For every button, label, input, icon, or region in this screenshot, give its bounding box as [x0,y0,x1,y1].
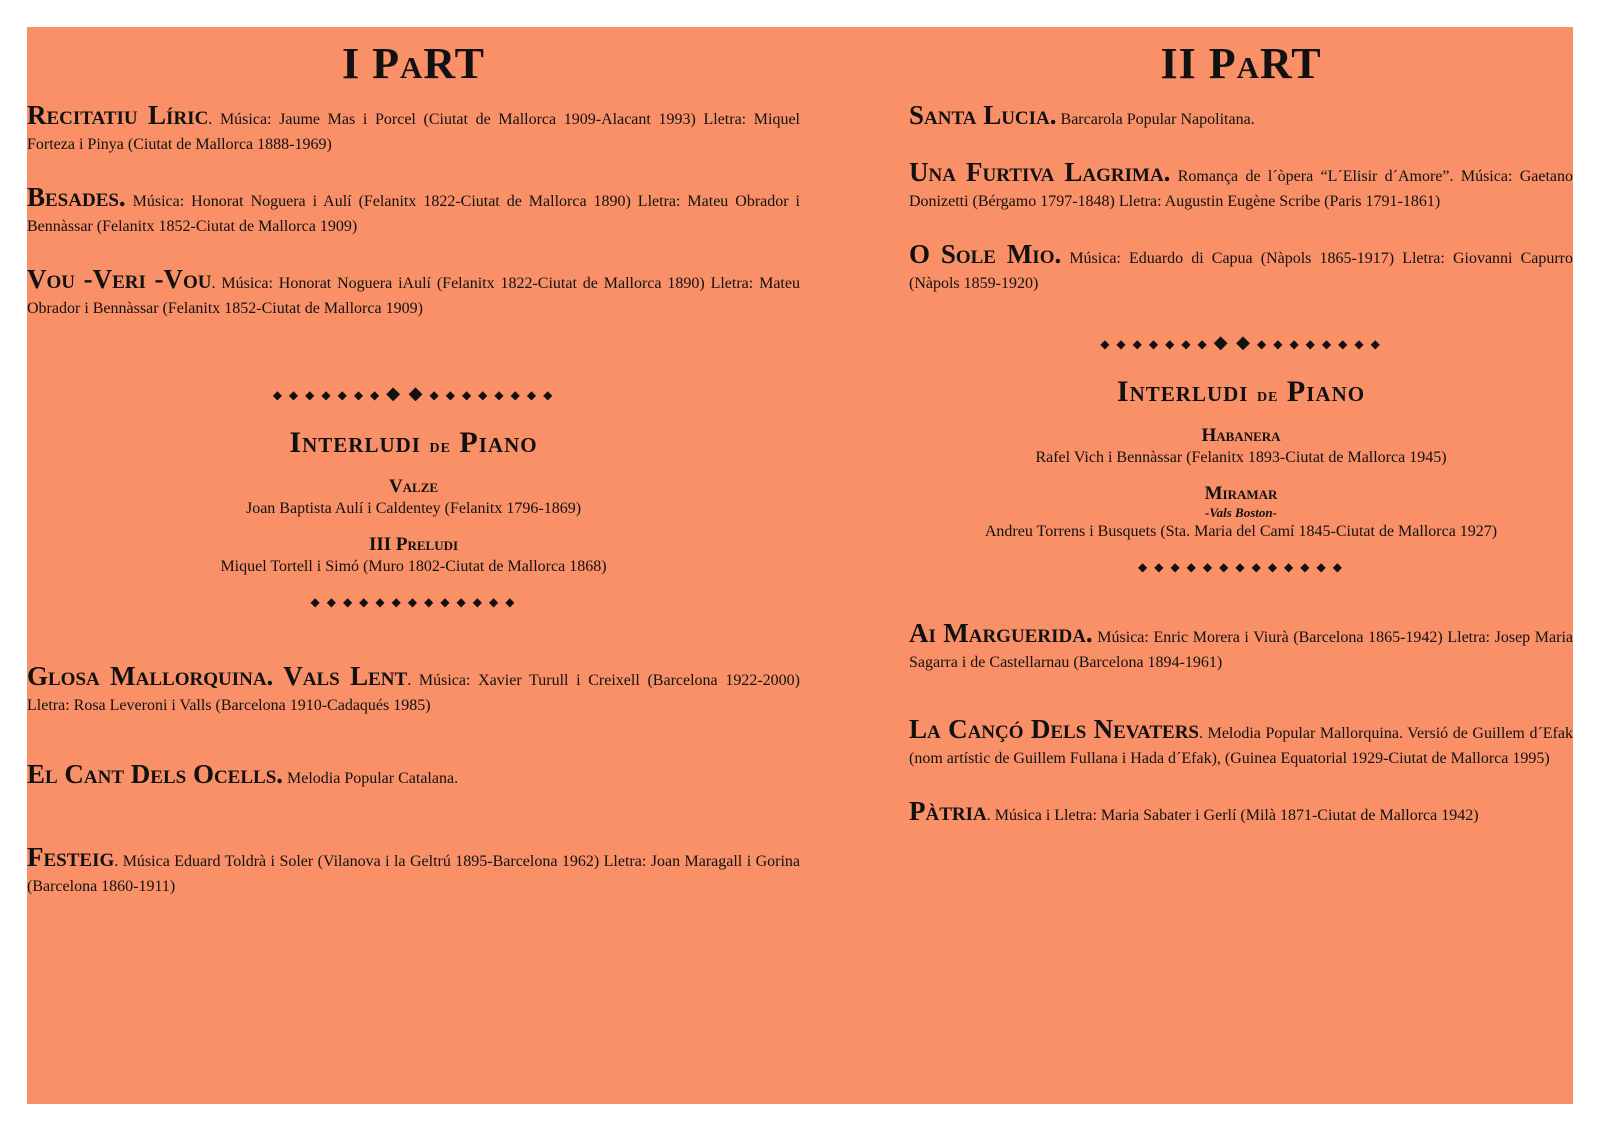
interlude-item-subtitle: -Vals Boston- [1205,505,1277,520]
interlude-2-title [909,372,1573,415]
interlude-item-author: Andreu Torrens i Busquets (Sta. Maria del Camí 1845-Ciutat de Mallorca 1927) [984,523,1498,540]
interlude-item-name: Habanera [1201,425,1281,446]
piece-title: Vou -Veri -Vou [27,264,212,294]
piece-credits: Barcarola Popular Napolitana. [1056,111,1255,128]
piece-title: Una Furtiva Lagrima. [909,157,1171,187]
interlude-title-word: Piano [1286,375,1366,408]
piece-title: Pàtria [909,796,987,826]
piece-credits: Música: Enric Morera i Viurà (Barcelona 1865-1942) Lletra: Josep Maria Sagarra i de Castellarnau (Barcelona 1894-1961) [909,629,1573,671]
interlude-item-habanera [909,425,1573,469]
piece-santa-lucia [909,100,1573,132]
piece-festeig [27,842,800,899]
part-2-title: II PaRT [1160,39,1322,88]
ornament-divider-icon: ◆ ◆ ◆ ◆ ◆ ◆ ◆ ◆ ◆ ◆ ◆ ◆ ◆ ◆ ◆ ◆ ◆ [272,383,555,403]
piece-title: O Sole Mio. [909,239,1062,269]
interlude-item-miramar [909,483,1573,543]
piece-el-cant-dels-ocells [27,759,800,791]
interlude-1-title [27,423,800,466]
piece-title: Santa Lucia. [909,100,1057,130]
interlude-title-word: de [1256,384,1279,406]
interlude-item-valze [27,476,800,520]
piece-credits: Melodia Popular Catalana. [283,770,459,787]
interlude-item-name: III Preludi [368,534,459,555]
piece-la-canco-dels-nevaters [909,714,1573,771]
program-sheet [27,27,1573,1104]
ornament-divider-icon: ◆ ◆ ◆ ◆ ◆ ◆ ◆ ◆ ◆ ◆ ◆ ◆ ◆ [1138,560,1344,574]
interlude-title-word: de [429,435,451,457]
piece-title: Recitatiu Líric [27,100,209,130]
interlude-item-name: Valze [388,476,439,497]
ornament-divider-icon: ◆ ◆ ◆ ◆ ◆ ◆ ◆ ◆ ◆ ◆ ◆ ◆ ◆ [310,595,517,609]
piece-title: Festeig [27,842,115,872]
piece-glosa-mallorquina [27,661,800,718]
part-2-column [909,27,1573,856]
ornament-divider-icon: ◆ ◆ ◆ ◆ ◆ ◆ ◆ ◆ ◆ ◆ ◆ ◆ ◆ ◆ ◆ ◆ ◆ [1100,332,1382,352]
piece-title: Ai Marguerida. [909,618,1093,648]
piece-credits: Romança de l´òpera “L´Elisir d´Amore”. Música: Gaetano Donizetti (Bérgamo 1797-1848) Lletra: Augustin Eugène Scribe (Paris 1791-1861) [909,168,1574,210]
piece-credits: Música: Eduardo di Capua (Nàpols 1865-1917) Lletra: Giovanni Capurro (Nàpols 1859-1920) [909,250,1574,292]
interlude-item-author: Miquel Tortell i Simó (Muro 1802-Ciutat de Mallorca 1868) [220,558,607,575]
interlude-item-iii-preludi [27,534,800,578]
piece-credits: . Música: Honorat Noguera iAulí (Felanitx 1822-Ciutat de Mallorca 1890) Lletra: Mateu Obrador i Bennàssar (Felanitx 1852-Ciutat de Mallorca 1909) [27,275,800,317]
piece-credits: . Música: Xavier Turull i Creixell (Barcelona 1922-2000) Lletra: Rosa Leveroni i Valls (Barcelona 1910-Cadaqués 1985) [27,672,800,714]
interlude-item-author: Rafel Vich i Bennàssar (Felanitx 1893-Ciutat de Mallorca 1945) [1035,449,1447,466]
interlude-item-name: Miramar [1204,483,1278,504]
piece-credits: Música: Honorat Noguera i Aulí (Felanitx 1822-Ciutat de Mallorca 1890) Lletra: Mateu Obrador i Bennàssar (Felanitx 1852-Ciutat de Mallorca 1909) [27,193,800,235]
piece-ai-marguerida [909,618,1573,675]
piece-credits: . Música i Lletra: Maria Sabater i Gerlí (Milà 1871-Ciutat de Mallorca 1942) [986,807,1479,824]
interlude-title-word: Piano [459,426,538,459]
piece-title: El Cant Dels Ocells. [27,759,284,789]
piece-title: Besades. [27,182,126,212]
interlude-title-word: Interludi [289,426,421,459]
part-1-title: I PaRT [342,39,485,88]
piece-credits: . Melodia Popular Mallorquina. Versió de Guillem d´Efak (nom artístic de Guillem Fullana i Hada d´Efak), (Guinea Equatorial 1929-Ciutat de Mallorca 1995) [909,725,1573,767]
piece-title: La Cançó Dels Nevaters [909,714,1199,744]
piece-credits: . Música Eduard Toldrà i Soler (Vilanova i la Geltrú 1895-Barcelona 1962) Lletra: Joan Maragall i Gorina (Barcelona 1860-1911) [27,853,800,895]
piece-patria [909,796,1573,828]
piece-besades [27,182,800,239]
interlude-item-author: Joan Baptista Aulí i Caldentey (Felanitx 1796-1869) [245,500,582,517]
piece-o-sole-mio [909,239,1574,296]
part-1-column [27,27,800,927]
piece-title: Glosa Mallorquina. Vals Lent [27,661,408,691]
piece-recitatiu-liric [27,100,800,157]
piece-credits: . Música: Jaume Mas i Porcel (Ciutat de Mallorca 1909-Alacant 1993) Lletra: Miquel Forteza i Pinya (Ciutat de Mallorca 1888-1969) [27,111,800,153]
piece-una-furtiva-lagrima [909,157,1574,214]
interlude-title-word: Interludi [1116,375,1249,408]
piece-vou-veri-vou [27,264,800,321]
